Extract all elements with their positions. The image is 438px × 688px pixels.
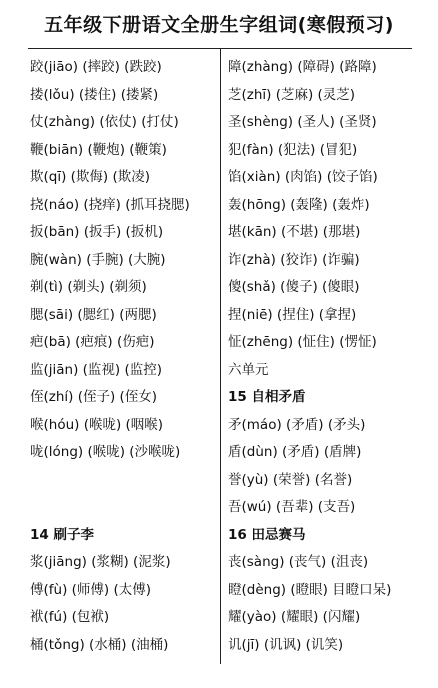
word-entry: 扳(bān) (扳手) (扳机) (30, 224, 164, 240)
word-entry: 鞭(biān) (鞭炮) (鞭策) (30, 141, 167, 158)
left-column (30, 54, 216, 659)
word-entry: 轰(hōng) (轰隆) (轰炸) (228, 196, 370, 213)
word-entry: 欺(qī) (欺侮) (欺凌) (30, 169, 151, 185)
word-entry: 喉(hóu) (喉咙) (咽喉) (30, 416, 164, 433)
page-title: 五年级下册语文全册生字组词(寒假预习) (44, 14, 394, 36)
word-entry: 矛(máo) (矛盾) (矛头) (228, 416, 366, 433)
word-entry: 监(jiān) (监视) (监控) (30, 361, 163, 378)
word-entry: 怔(zhēng) (怔住) (愣怔) (228, 334, 377, 350)
word-entry: 仗(zhàng) (依仗) (打仗) (30, 114, 179, 130)
word-entry: 侄(zhí) (侄子) (侄女) (30, 389, 158, 405)
word-entry: 腕(wàn) (手腕) (大腕) (30, 251, 166, 268)
word-entry: 咙(lóng) (喉咙) (沙喉咙) (30, 444, 181, 460)
word-entry: 腮(sāi) (腮红) (两腮) (30, 306, 157, 323)
word-entry: 丧(sàng) (丧气) (沮丧) (228, 554, 369, 570)
word-entry: 堪(kān) (不堪) (那堪) (228, 224, 361, 240)
word-entry: 桶(tǒng) (水桶) (油桶) (30, 636, 169, 653)
column-divider (220, 48, 221, 664)
section-heading: 14 刷子李 (30, 526, 94, 543)
blank-row (30, 467, 216, 495)
word-entry: 芝(zhī) (芝麻) (灵芝) (228, 86, 356, 103)
word-entry: 盾(dùn) (矛盾) (盾牌) (228, 444, 362, 460)
word-entry: 馅(xiàn) (肉馅) (饺子馅) (228, 169, 378, 185)
word-entry: 吾(wú) (吾辈) (支吾) (228, 499, 356, 515)
word-entry: 圣(shèng) (圣人) (圣贤) (228, 114, 377, 130)
word-entry: 障(zhàng) (障碍) (路障) (228, 59, 377, 75)
word-entry: 捏(niē) (捏住) (拿捏) (228, 306, 357, 323)
word-entry: 诈(zhà) (狡诈) (诈骗) (228, 251, 360, 268)
word-entry: 浆(jiāng) (浆糊) (泥浆) (30, 554, 171, 570)
word-entry: 傅(fù) (师傅) (太傅) (30, 581, 151, 598)
word-entry: 耀(yào) (耀眼) (闪耀) (228, 609, 361, 625)
word-entry: 六单元 (228, 361, 269, 378)
word-entry: 袱(fú) (包袱) (30, 609, 110, 625)
section-heading: 16 田忌赛马 (228, 526, 306, 543)
word-entry: 犯(fàn) (犯法) (冒犯) (228, 141, 358, 158)
word-entry: 挠(náo) (挠痒) (抓耳挠腮) (30, 196, 190, 213)
word-entry: 瞪(dèng) (瞪眼) 目瞪口呆) (228, 581, 392, 598)
word-entry: 誉(yù) (荣誉) (名誉) (228, 471, 353, 488)
blank-row (30, 494, 216, 522)
word-entry: 跤(jiāo) (摔跤) (跌跤) (30, 59, 162, 75)
right-column (228, 54, 418, 659)
word-entry: 傻(shǎ) (傻子) (傻眼) (228, 279, 360, 295)
word-entry: 讥(jī) (讥讽) (讥笑) (228, 636, 344, 653)
section-heading: 15 自相矛盾 (228, 389, 306, 405)
word-entry: 疤(bā) (疤痕) (伤疤) (30, 334, 155, 350)
word-entry: 剃(tì) (剃头) (剃须) (30, 279, 147, 295)
word-entry: 搂(lǒu) (搂住) (搂紧) (30, 86, 159, 103)
